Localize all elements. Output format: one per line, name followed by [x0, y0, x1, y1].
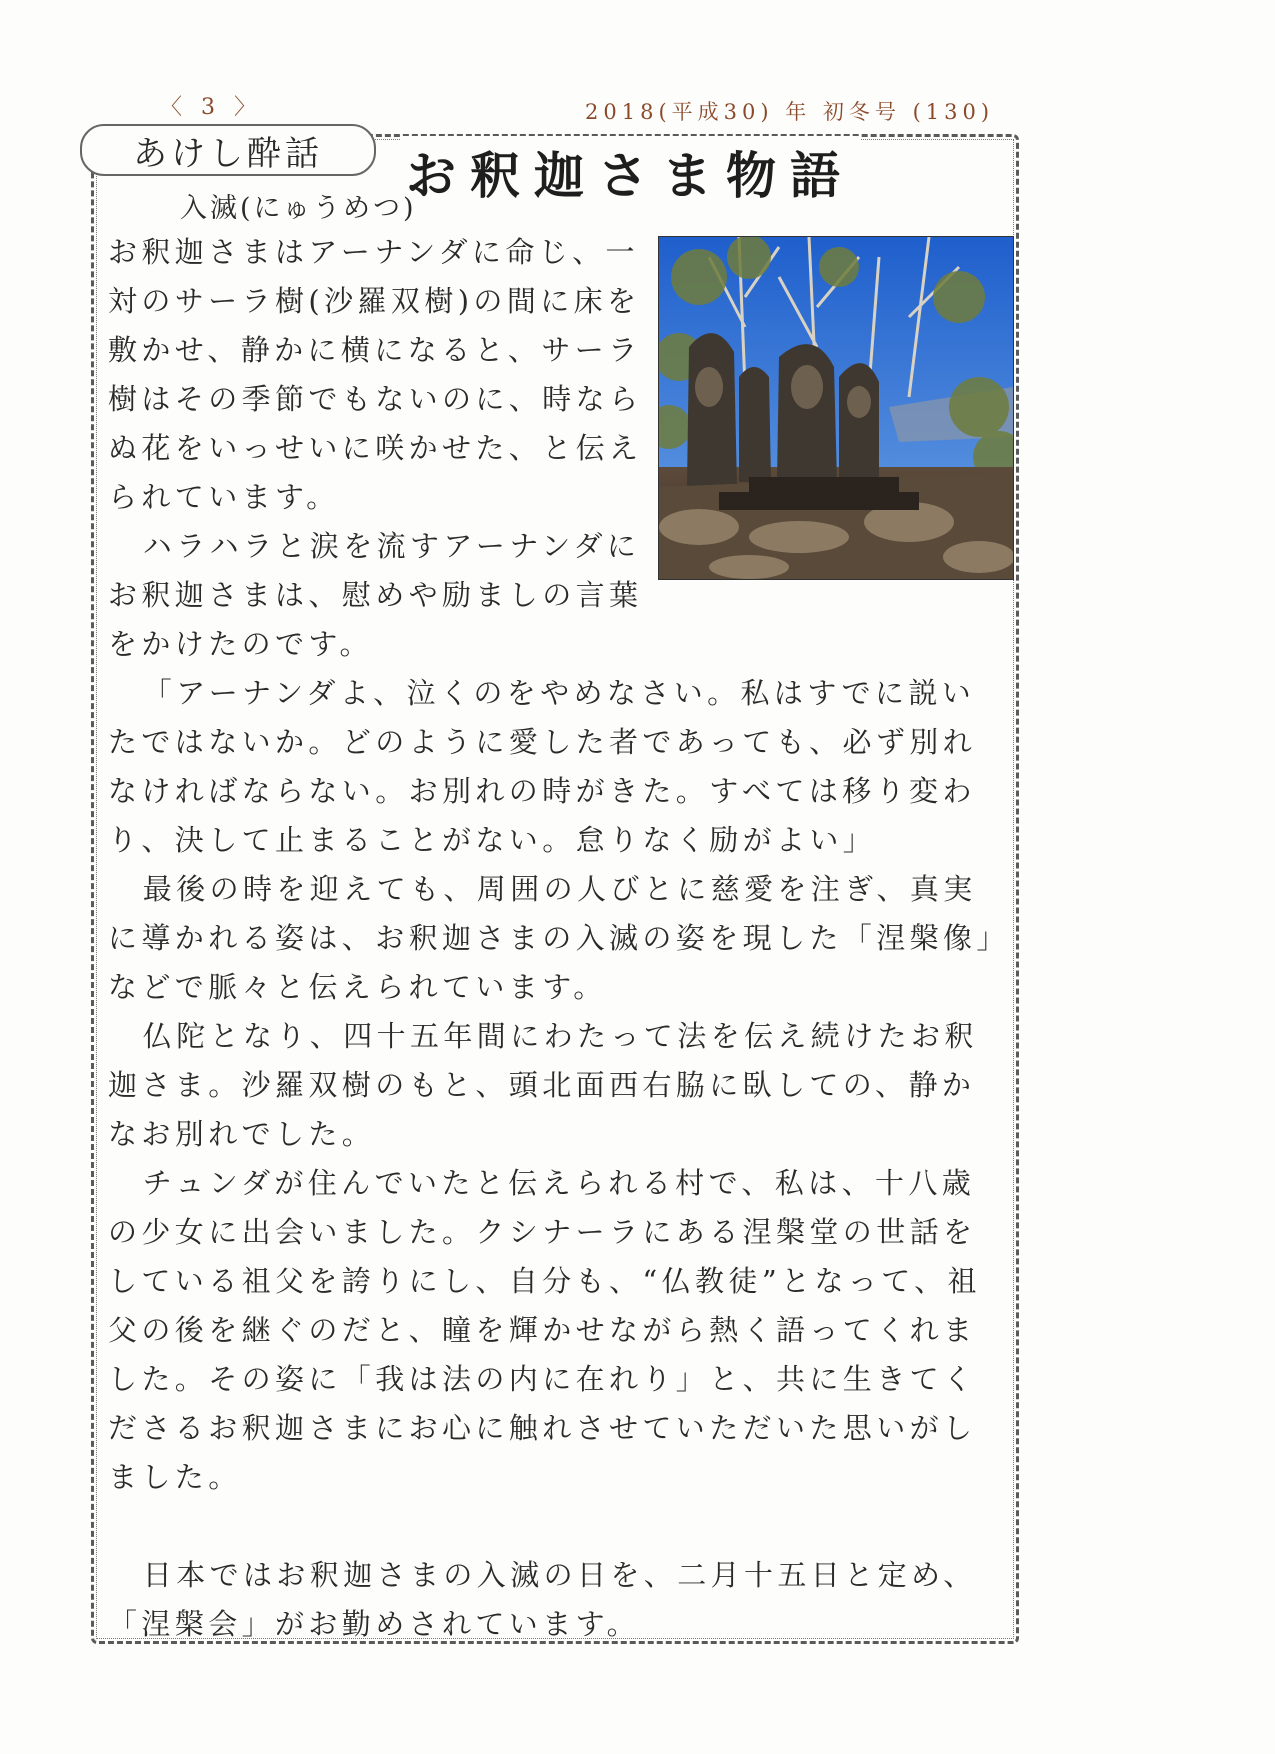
paragraph-gap [108, 1502, 1008, 1551]
article-title: お釈迦さま物語 [400, 136, 860, 208]
issue-info: 2018(平成30) 年 初冬号 (130) [585, 100, 995, 124]
paragraph: 仏陀となり、四十五年間にわたって法を伝え続けたお釈迦さま。沙羅双樹のもと、頭北面西右脇に臥しての、静かなお別れでした。 [108, 1019, 978, 1151]
paragraph: 最後の時を迎えても、周囲の人びとに慈愛を注ぎ、真実に導かれる姿は、お釈迦さまの入滅の姿を現した「涅槃像」などで脈々と伝えられています。 [108, 872, 996, 1004]
article-subtitle: 入滅(にゅうめつ) [180, 193, 417, 224]
paragraph: お釈迦さまはアーナンダに命じ、一対のサーラ樹(沙羅双樹)の間に床を敷かせ、静かに横になると、サーラ樹はその季節でもないのに、時ならぬ花をいっせいに咲かせた、と伝えられています。 [108, 235, 643, 514]
article-body [108, 228, 1008, 1649]
column-tag: あけし酔話 [80, 124, 376, 176]
paragraph: 日本ではお釈迦さまの入滅の日を、二月十五日と定め、「涅槃会」がお勤めされています。 [108, 1558, 977, 1641]
paragraph: チュンダが住んでいたと伝えられる村で、私は、十八歳の少女に出会いました。クシナーラにある涅槃堂の世話をしている祖父を誇りにし、自分も、“仏教徒”となって、祖父の後を継ぐのだと、瞳を輝かせながら熱く語ってくれました。その姿に「我は法の内に在れり」と、共に生きてくださるお釈迦さまにお心に触れさせていただいた思いがしました。 [108, 1166, 981, 1494]
photo-wrap-spacer [646, 228, 1008, 578]
paragraph: ハラハラと涙を流すアーナンダにお釈迦さまは、慰めや励ましの言葉をかけたのです。 [108, 529, 643, 661]
page-number: 〈 3 〉 [160, 95, 262, 120]
paragraph: 「アーナンダよ、泣くのをやめなさい。私はすでに説いたではないか。どのように愛した者であっても、必ず別れなければならない。お別れの時がきた。すべては移り変わり、決して止まることがない。怠りなく励がよい」 [108, 676, 977, 857]
